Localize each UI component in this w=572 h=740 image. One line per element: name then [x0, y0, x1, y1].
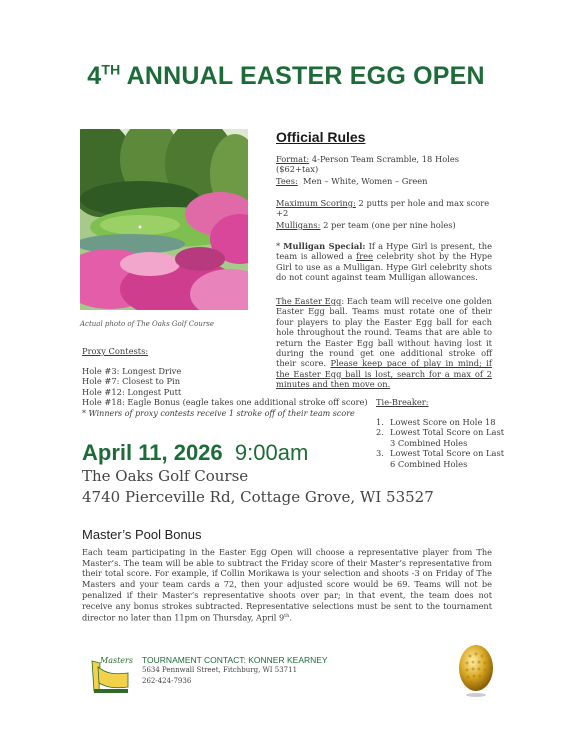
venue-name: The Oaks Golf Course: [82, 467, 249, 485]
contact-address: 5634 Pennwall Street, Fitchburg, WI 53711: [142, 666, 298, 674]
masters-logo: [84, 653, 134, 695]
rule-tees: Tees: Men – White, Women – Green: [276, 176, 428, 186]
contact-phone: 262-424-7936: [142, 677, 192, 685]
event-time: 9:00am: [234, 440, 309, 465]
golden-egg-ball: [458, 642, 494, 698]
proxy-list: [82, 366, 368, 408]
list-item: Hole #12: Longest Putt: [82, 386, 182, 397]
rule-max-scoring: Maximum Scoring: 2 putts per hole and max score +2: [276, 198, 490, 219]
list-item: Hole #18: Eagle Bonus (eagle takes one additional stroke off score): [82, 397, 368, 408]
list-item: Hole #7: Closest to Pin: [82, 376, 181, 387]
event-date: April 11, 2026 9:00am: [82, 440, 309, 465]
tiebreaker-list: [376, 417, 506, 469]
tiebreaker-heading: Tie-Breaker:: [376, 397, 429, 407]
rule-easter-egg: The Easter Egg: Each team will receive one golden Easter Egg ball. Teams must rotate one of their four players to play the Easter Egg ball for each hole throughout the round. Teams that are able to return the Easter Egg ball without having lost it during the round get one additional stroke off their score. Please keep pace of play in mind; if the Easter Egg ball is lost, search for a max of 2 minutes and then move on.: [276, 296, 492, 390]
list-item: 3. Lowest Total Score on Last 6 Combined Holes: [376, 448, 505, 469]
pool-heading: Master’s Pool Bonus: [82, 527, 202, 542]
photo-caption: Actual photo of The Oaks Golf Course: [80, 320, 214, 328]
pool-body: Each team participating in the Easter Egg Open will choose a representative player from The Master’s. The team will be able to subtract the Friday score of their Master’s representative from their total score. For example, if Collin Morikawa is your selection and shoots -3 on Friday of The Masters and your team cards a 72, then your adjusted score would be 69. Teams will not be penalized if their Master’s representative shoots over par; in that event, the team does not receive any bonus strokes subtracted. Representative selections must be sent to the tournament director no later than 11pm on Thursday, April 9th.: [82, 547, 492, 623]
proxy-note: * Winners of proxy contests receive 1 stroke off of their team score: [82, 409, 355, 418]
proxy-heading: Proxy Contests:: [82, 346, 149, 356]
svg-text:Masters: Masters: [100, 656, 133, 665]
rule-mulligan-special: * Mulligan Special: If a Hype Girl is present, the team is allowed a free celebrity shot by the Hype Girl to use as a Mulligan. Hype Girl celebrity shots do not count against team Mulligan allowances.: [276, 241, 493, 283]
list-item: 1. Lowest Score on Hole 18: [376, 417, 496, 427]
list-item: Hole #3: Longest Drive: [82, 366, 182, 376]
rules-heading: Official Rules: [276, 129, 366, 145]
page-title: 4TH ANNUAL EASTER EGG OPEN: [87, 61, 485, 90]
venue-address: 4740 Pierceville Rd, Cottage Grove, WI 53527: [82, 488, 434, 506]
contact-details: [142, 665, 297, 687]
contact-heading: TOURNAMENT CONTACT: KONNER KEARNEY: [142, 655, 328, 665]
rule-mulligans: Mulligans: 2 per team (one per nine holes): [276, 220, 456, 230]
event-venue: [82, 466, 434, 508]
list-item: 2. Lowest Total Score on Last 3 Combined Holes: [376, 427, 505, 448]
rule-format: Format: 4-Person Team Scramble, 18 Holes ($62+tax): [276, 154, 460, 175]
golf-course-photo: [80, 129, 248, 310]
